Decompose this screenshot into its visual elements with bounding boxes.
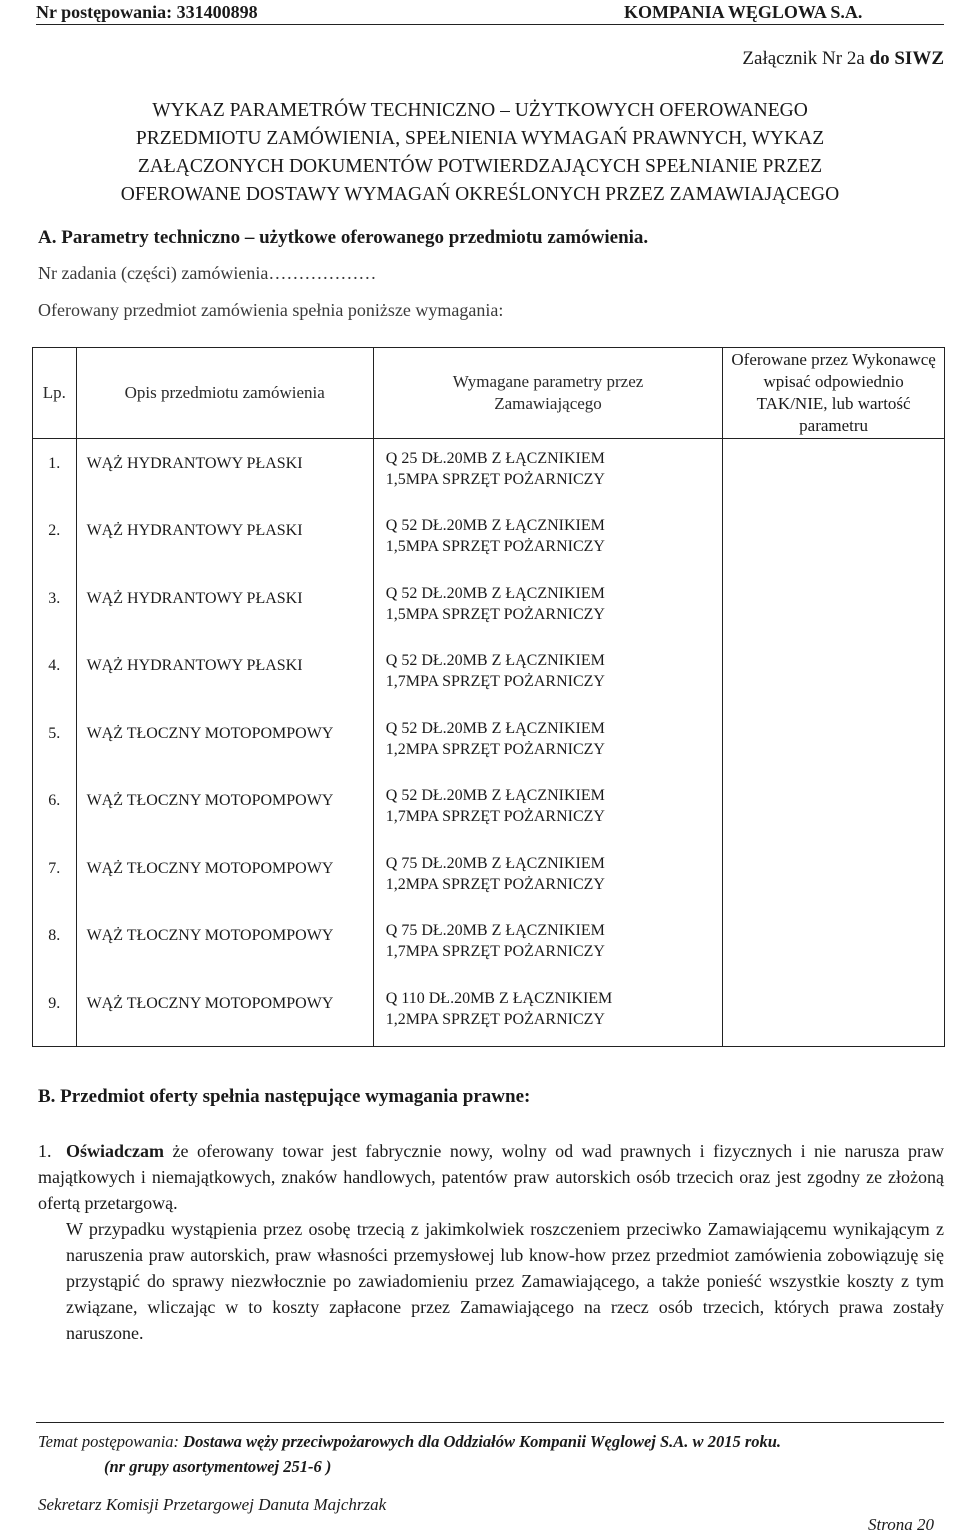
attachment-siwz: do SIWZ	[869, 48, 944, 69]
required-param-line-1: Q 52 DŁ.20MB Z ŁĄCZNIKIEM	[385, 652, 605, 669]
row-offered-value	[723, 979, 945, 1047]
requirements-intro: Oferowany przedmiot zamówienia spełnia poniższe wymagania:	[38, 300, 504, 320]
row-description: WĄŻ TŁOCZNY MOTOPOMPOWY	[76, 709, 373, 777]
row-required-params	[373, 439, 722, 507]
table-row	[33, 641, 945, 709]
title-line-2: PRZEDMIOTU ZAMÓWIENIA, SPEŁNIENIA WYMAGAŃ PRAWNYCH, WYKAZ	[135, 128, 825, 149]
table-row	[33, 911, 945, 979]
row-offered-value	[723, 911, 945, 979]
header-divider	[36, 24, 944, 25]
row-lp: 3.	[33, 574, 77, 642]
company-name: KOMPANIA WĘGLOWA S.A.	[624, 2, 863, 22]
table-row	[33, 574, 945, 642]
row-required-params	[373, 844, 722, 912]
required-param-line-2: 1,7MPA SPRZĘT POŻARNICZY	[385, 673, 605, 690]
row-offered-value	[723, 439, 945, 507]
required-param-line-1: Q 110 DŁ.20MB Z ŁĄCZNIKIEM	[385, 989, 613, 1007]
table-row	[33, 709, 945, 777]
row-lp: 7.	[33, 844, 77, 912]
row-required-params	[373, 641, 722, 709]
declaration-paragraph	[38, 1138, 944, 1346]
required-param-line-2: 1,2MPA SPRZĘT POŻARNICZY	[385, 875, 605, 893]
required-param-line-2: 1,2MPA SPRZĘT POŻARNICZY	[385, 740, 605, 758]
row-description: WĄŻ TŁOCZNY MOTOPOMPOWY	[76, 911, 373, 979]
attachment-label	[742, 48, 944, 70]
row-description: WĄŻ HYDRANTOWY PŁASKI	[76, 574, 373, 642]
footer-group-number: (nr grupy asortymentowej 251-6 )	[104, 1457, 332, 1476]
row-description: WĄŻ HYDRANTOWY PŁASKI	[76, 506, 373, 574]
row-description: WĄŻ TŁOCZNY MOTOPOMPOWY	[76, 979, 373, 1047]
row-offered-value	[723, 574, 945, 642]
parameters-table	[32, 347, 945, 1047]
section-a-heading-text: A. Parametry techniczno – użytkowe oferowanego przedmiotu zamówienia.	[38, 227, 649, 248]
required-param-line-2: 1,7MPA SPRZĘT POŻARNICZY	[385, 943, 605, 960]
required-param-line-1: Q 75 DŁ.20MB Z ŁĄCZNIKIEM	[385, 854, 605, 872]
task-number-field: Nr zadania (części) zamówienia………………	[38, 263, 377, 283]
title-line-4: OFEROWANE DOSTAWY WYMAGAŃ OKREŚLONYCH PRZEZ ZAMAWIAJĄCEGO	[120, 184, 840, 205]
title-line-1: WYKAZ PARAMETRÓW TECHNICZNO – UŻYTKOWYCH OFEROWANEGO	[152, 100, 808, 121]
row-description: WĄŻ TŁOCZNY MOTOPOMPOWY	[76, 776, 373, 844]
required-param-line-2: 1,5MPA SPRZĘT POŻARNICZY	[385, 538, 605, 555]
attachment-prefix: Załącznik Nr 2a	[742, 48, 870, 69]
required-param-line-1: Q 52 DŁ.20MB Z ŁĄCZNIKIEM	[385, 584, 605, 602]
declaration-item-1	[38, 1138, 944, 1216]
declaration-text-1: że oferowany towar jest fabrycznie nowy, wolny od wad prawnych i fizycznych i nie narusza praw majątkowych i niemajątkowych, znaków handlowych, patentów praw autorskich osób trzecich oraz jest zgodny ze złożoną ofertą przetargową.	[38, 1141, 944, 1213]
row-offered-value	[723, 641, 945, 709]
document-title	[38, 97, 922, 209]
required-param-line-1: Q 25 DŁ.20MB Z ŁĄCZNIKIEM	[385, 450, 605, 467]
row-offered-value	[723, 776, 945, 844]
required-param-line-1: Q 75 DŁ.20MB Z ŁĄCZNIKIEM	[385, 922, 605, 939]
subject-label: Temat postępowania:	[38, 1432, 184, 1451]
row-offered-value	[723, 709, 945, 777]
item-number: 1.	[38, 1141, 52, 1161]
row-lp: 9.	[33, 979, 77, 1047]
header-lp: Lp.	[33, 348, 77, 439]
row-required-params	[373, 709, 722, 777]
footer-divider	[36, 1422, 944, 1423]
required-param-line-2: 1,2MPA SPRZĘT POŻARNICZY	[385, 1010, 605, 1028]
row-lp: 4.	[33, 641, 77, 709]
footer-subject	[38, 1432, 781, 1452]
row-required-params	[373, 911, 722, 979]
row-lp: 2.	[33, 506, 77, 574]
row-lp: 6.	[33, 776, 77, 844]
title-line-3: ZAŁĄCZONYCH DOKUMENTÓW POTWIERDZAJĄCYCH SPEŁNIANIE PRZEZ	[137, 156, 823, 177]
row-description: WĄŻ HYDRANTOWY PŁASKI	[76, 439, 373, 507]
required-param-line-2: 1,7MPA SPRZĘT POŻARNICZY	[385, 808, 605, 825]
row-description: WĄŻ TŁOCZNY MOTOPOMPOWY	[76, 844, 373, 912]
required-param-line-1: Q 52 DŁ.20MB Z ŁĄCZNIKIEM	[385, 719, 605, 737]
section-b-heading: B. Przedmiot oferty spełnia następujące wymagania prawne:	[38, 1086, 531, 1107]
required-param-line-2: 1,5MPA SPRZĘT POŻARNICZY	[385, 471, 605, 488]
table-row	[33, 979, 945, 1047]
row-offered-value	[723, 844, 945, 912]
table-row	[33, 844, 945, 912]
row-description: WĄŻ HYDRANTOWY PŁASKI	[76, 641, 373, 709]
row-required-params	[373, 979, 722, 1047]
required-param-line-1: Q 52 DŁ.20MB Z ŁĄCZNIKIEM	[385, 517, 605, 534]
row-required-params	[373, 776, 722, 844]
table-row	[33, 776, 945, 844]
header-description: Opis przedmiotu zamówienia	[76, 348, 373, 439]
procedure-number: Nr postępowania: 331400898	[36, 2, 258, 22]
subject-value: Dostawa węży przeciwpożarowych dla Oddziałów Kompanii Węglowej S.A. w 2015 roku.	[183, 1432, 782, 1451]
declaration-keyword: Oświadczam	[66, 1141, 164, 1161]
row-lp: 8.	[33, 911, 77, 979]
table-header-row	[33, 348, 945, 439]
page-number: Strona 20	[868, 1515, 934, 1534]
row-lp: 5.	[33, 709, 77, 777]
table-row	[33, 506, 945, 574]
row-required-params	[373, 574, 722, 642]
header-required-params: Wymagane parametry przez Zamawiającego	[373, 348, 722, 439]
header-offered: Oferowane przez Wykonawcę wpisać odpowiednio TAK/NIE, lub wartość parametru	[723, 348, 945, 439]
footer-secretary: Sekretarz Komisji Przetargowej Danuta Majchrzak	[38, 1495, 387, 1514]
declaration-text-2: W przypadku wystąpienia przez osobę trzecią z jakimkolwiek roszczeniem przeciwko Zamawiającemu wynikającym z naruszenia praw autorskich, praw własności przemysłowej lub know-how przez przedmiot zamówienia zobowiązuję się przystąpić do sprawy niezwłocznie po zawiadomieniu przez Zamawiającego, a także ponieść wszystkie koszty z tym związane, wliczając w to koszty zapłacone przez Zamawiającego na rzecz osób trzecich, których prawa zostały naruszone.	[66, 1219, 944, 1343]
row-required-params	[373, 506, 722, 574]
required-param-line-1: Q 52 DŁ.20MB Z ŁĄCZNIKIEM	[385, 787, 605, 804]
table-row	[33, 439, 945, 507]
row-offered-value	[723, 506, 945, 574]
required-param-line-2: 1,5MPA SPRZĘT POŻARNICZY	[385, 605, 605, 623]
row-lp: 1.	[33, 439, 77, 507]
section-a-heading	[38, 227, 648, 249]
